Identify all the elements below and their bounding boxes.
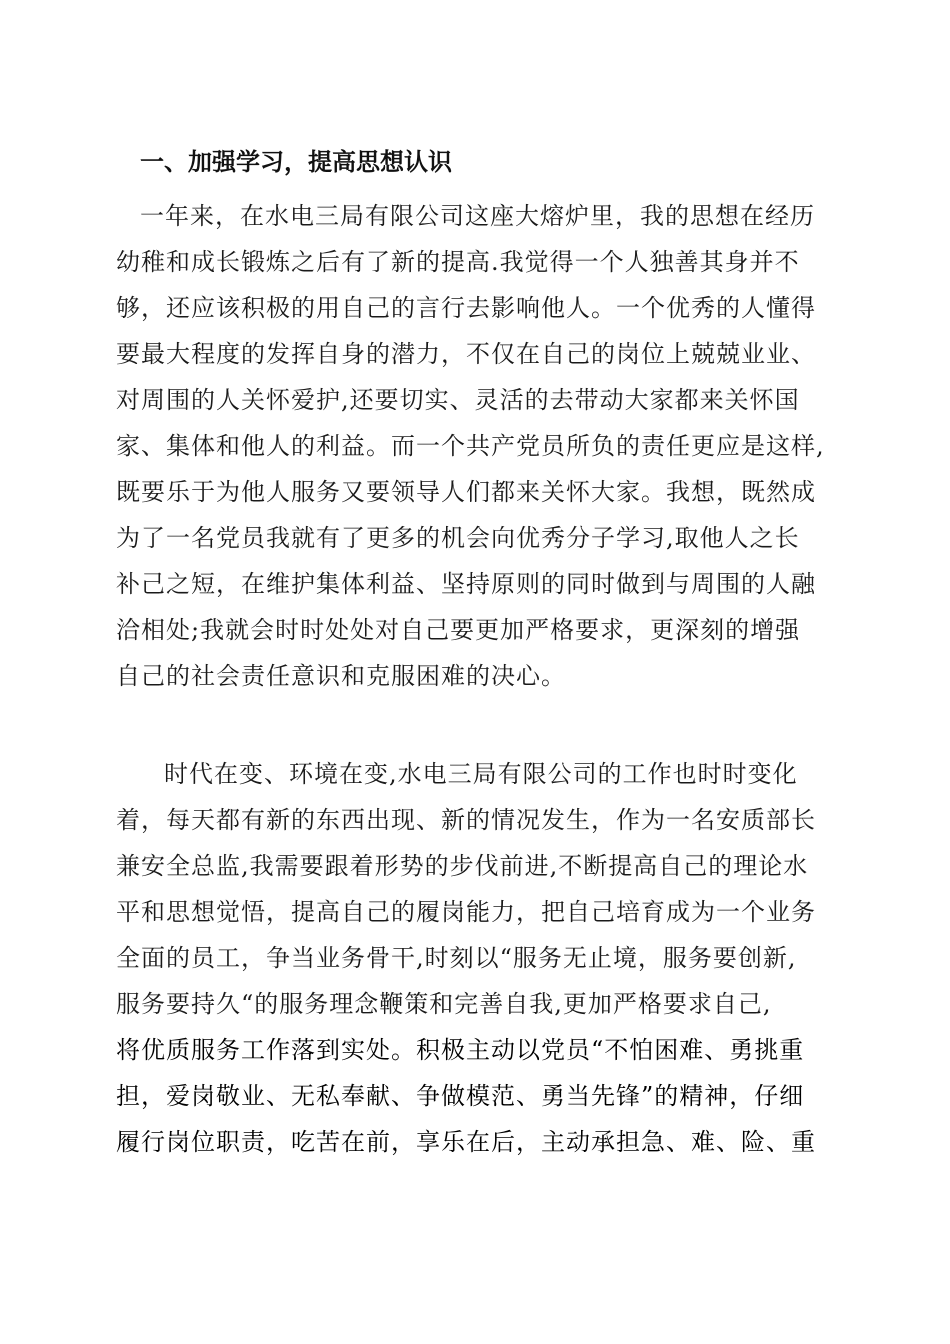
paragraph-line: 全面的员工，争当业务骨干,时刻以“服务无止境，服务要创新, xyxy=(116,944,797,972)
paragraph-line: 家、集体和他人的利益。而一个共产党员所负的责任更应是这样, xyxy=(116,432,825,460)
section-heading: 一、加强学习，提高思想认识 xyxy=(140,148,452,176)
paragraph-line: 洽相处;我就会时时处处对自己要更加严格要求，更深刻的增强 xyxy=(116,616,801,644)
paragraph-line: 够，还应该积极的用自己的言行去影响他人。一个优秀的人懂得 xyxy=(116,294,816,322)
paragraph-line: 将优质服务工作落到实处。积极主动以党员“不怕困难、勇挑重 xyxy=(116,1036,805,1064)
paragraph-line: 平和思想觉悟，提高自己的履岗能力，把自己培育成为一个业务 xyxy=(116,898,816,926)
paragraph-line: 幼稚和成长锻炼之后有了新的提高.我觉得一个人独善其身并不 xyxy=(116,248,800,276)
paragraph-line: 补己之短，在维护集体利益、坚持原则的同时做到与周围的人融 xyxy=(116,570,816,598)
paragraph-line: 对周围的人关怀爱护,还要切实、灵活的去带动大家都来关怀国 xyxy=(116,386,800,414)
paragraph-line: 要最大程度的发挥自身的潜力，不仅在自己的岗位上兢兢业业、 xyxy=(116,340,816,368)
paragraph-line: 一年来，在水电三局有限公司这座大熔炉里，我的思想在经历 xyxy=(140,202,815,230)
paragraph-line: 履行岗位职责，吃苦在前，享乐在后，主动承担急、难、险、重 xyxy=(116,1128,816,1156)
paragraph-line: 为了一名党员我就有了更多的机会向优秀分子学习,取他人之长 xyxy=(116,524,800,552)
paragraph-line: 时代在变、环境在变,水电三局有限公司的工作也时时变化 xyxy=(164,760,798,788)
paragraph-line: 兼安全总监,我需要跟着形势的步伐前进,不断提高自己的理论水 xyxy=(116,852,809,880)
paragraph-line: 既要乐于为他人服务又要领导人们都来关怀大家。我想，既然成 xyxy=(116,478,816,506)
paragraph-line: 着，每天都有新的东西出现、新的情况发生，作为一名安质部长 xyxy=(116,806,816,834)
paragraph-line: 自己的社会责任意识和克服困难的决心。 xyxy=(116,662,566,690)
paragraph-line: 担，爱岗敬业、无私奉献、争做模范、勇当先锋”的精神，仔细 xyxy=(116,1082,805,1110)
paragraph-line: 服务要持久“的服务理念鞭策和完善自我,更加严格要求自己, xyxy=(116,990,772,1018)
